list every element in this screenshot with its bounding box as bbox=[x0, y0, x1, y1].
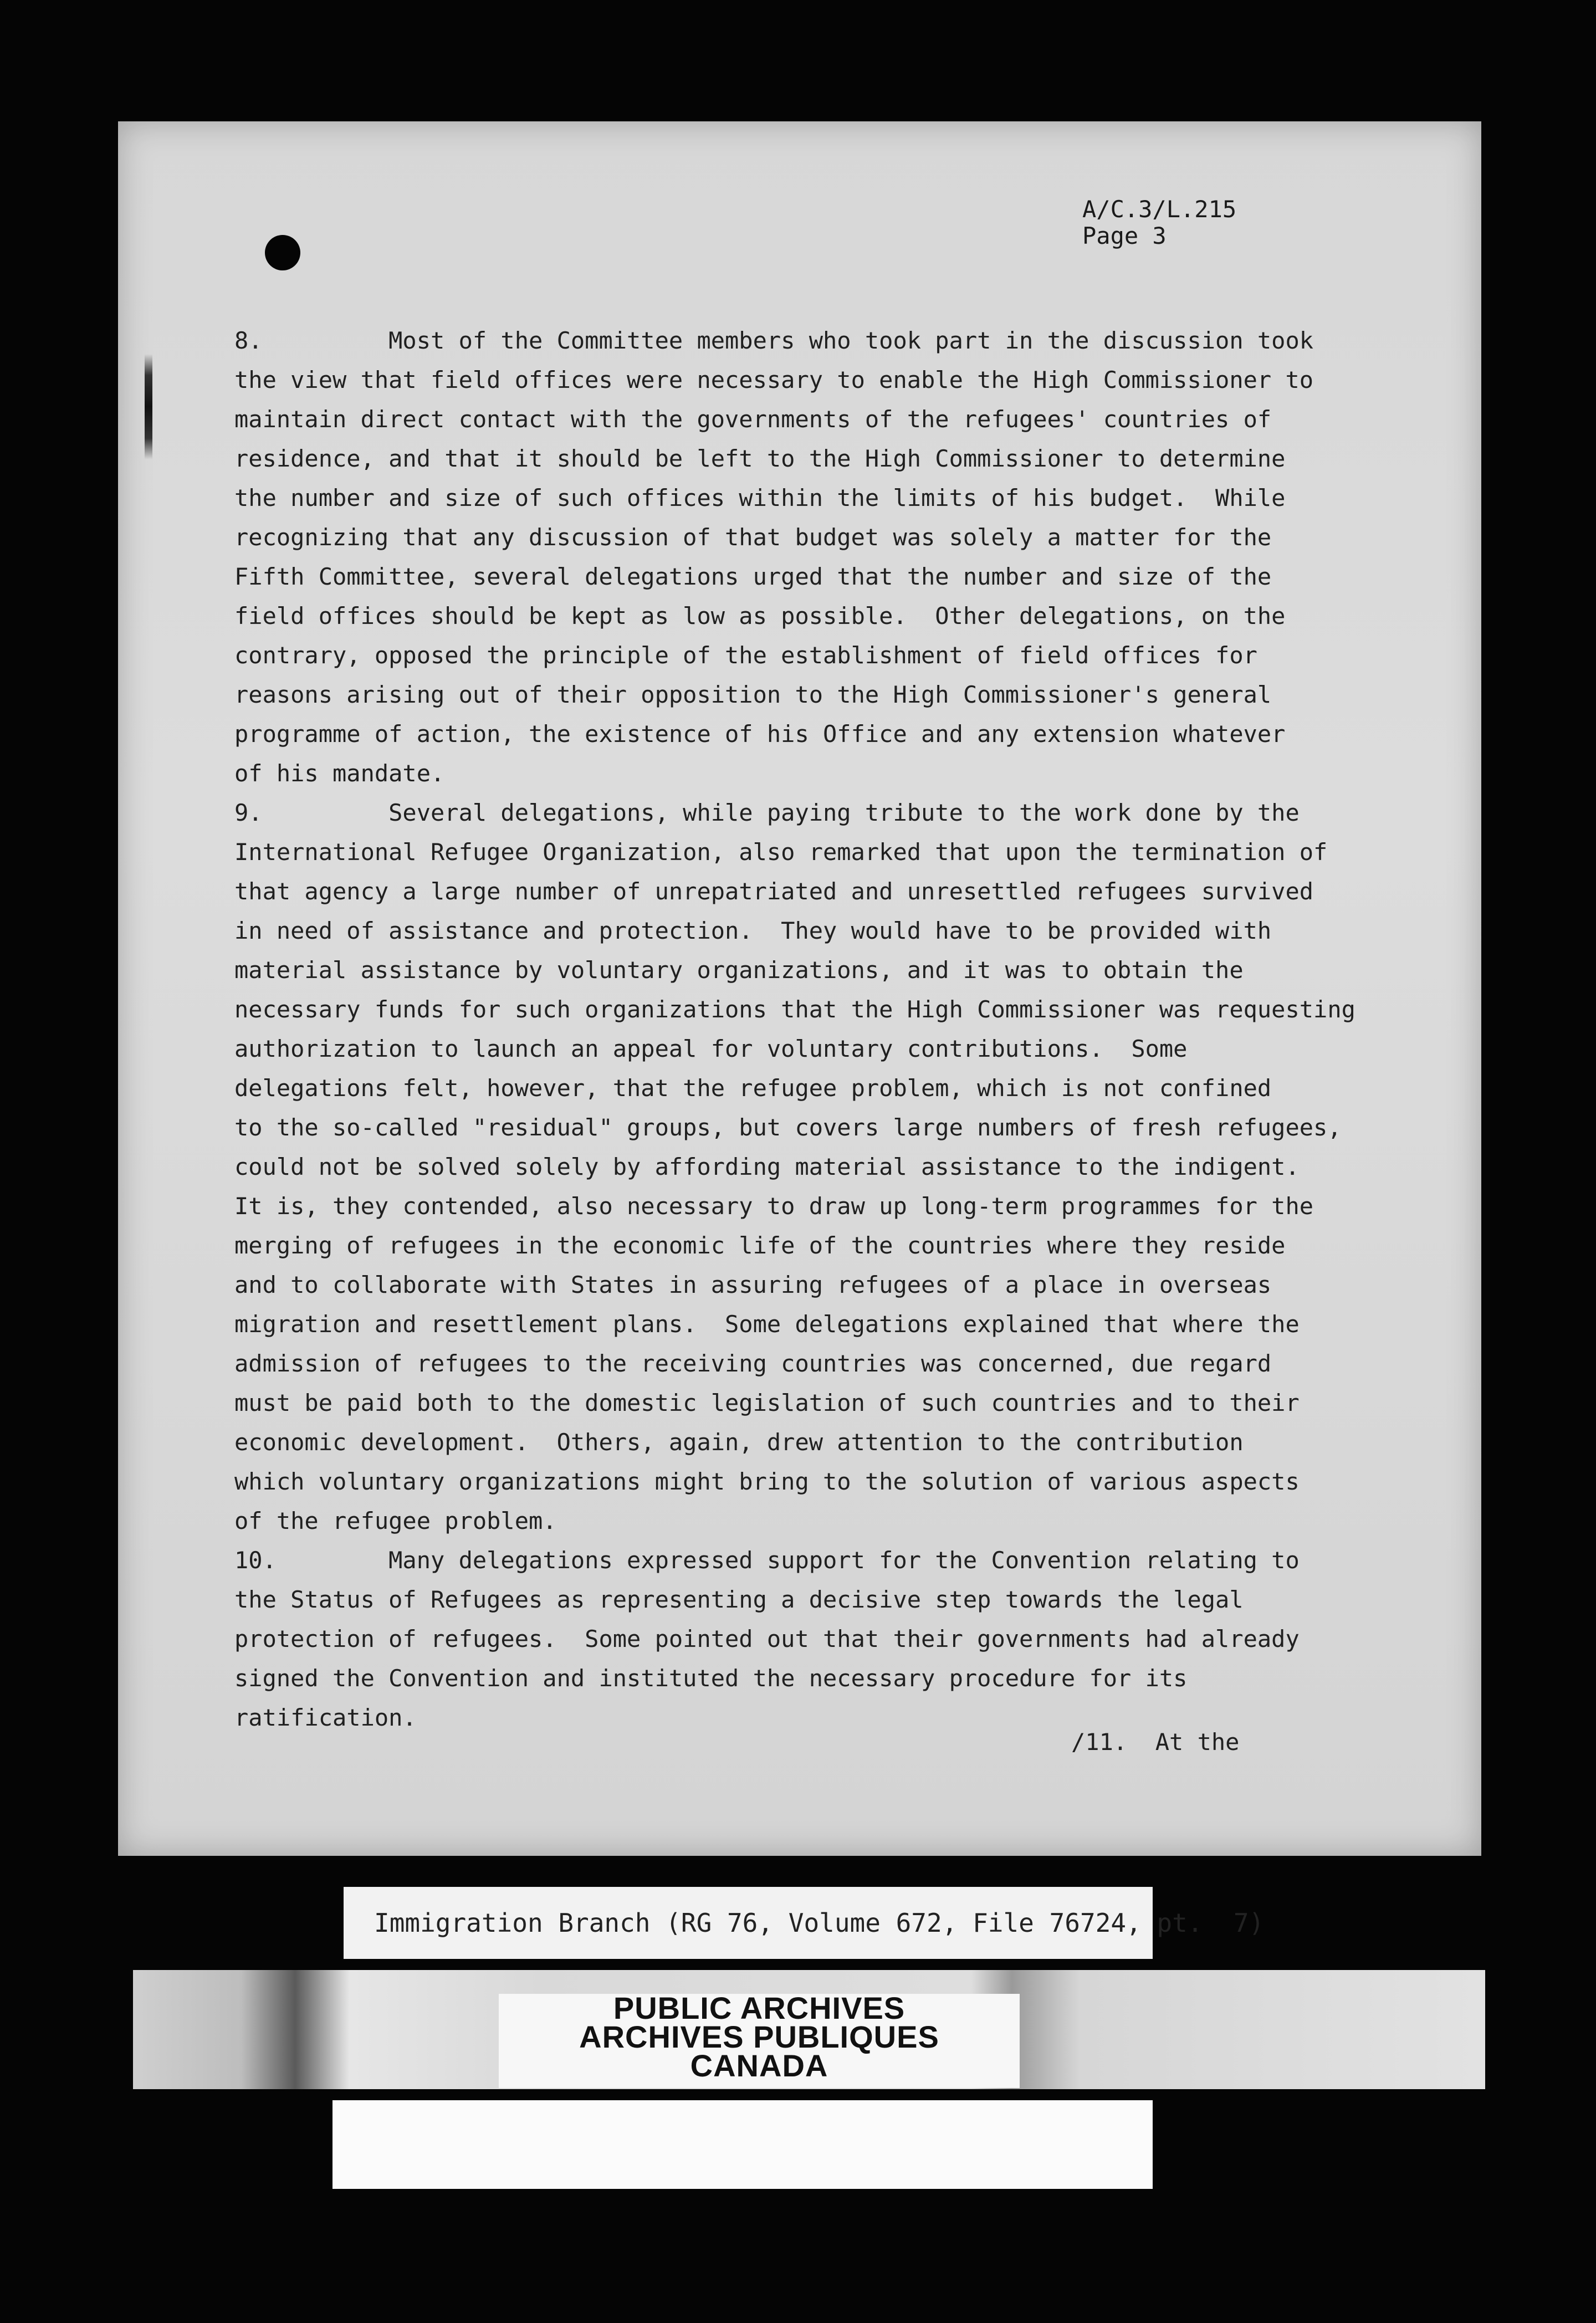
text-line: 8. Most of the Committee members who took part in the discussion took bbox=[234, 327, 1314, 354]
text-line: and to collaborate with States in assuring refugees of a place in overseas bbox=[234, 1271, 1272, 1298]
body-text bbox=[234, 321, 1454, 1737]
stamp-line-1: PUBLIC ARCHIVES bbox=[613, 1991, 906, 2025]
text-line: must be paid both to the domestic legislation of such countries and to their bbox=[234, 1389, 1300, 1416]
punch-hole bbox=[265, 235, 300, 270]
text-line: delegations felt, however, that the refugee problem, which is not confined bbox=[234, 1074, 1272, 1102]
text-line: 9. Several delegations, while paying tribute to the work done by the bbox=[234, 799, 1300, 826]
text-line: maintain direct contact with the governments of the refugees' countries of bbox=[234, 406, 1272, 433]
text-line: contrary, opposed the principle of the establishment of field offices for bbox=[234, 642, 1257, 669]
stamp-line-2: ARCHIVES PUBLIQUES bbox=[579, 2019, 939, 2054]
text-line: in need of assistance and protection. They would have to be provided with bbox=[234, 917, 1272, 944]
binding-mark bbox=[145, 354, 152, 459]
text-line: migration and resettlement plans. Some delegations explained that where the bbox=[234, 1311, 1300, 1338]
text-line: ratification. bbox=[234, 1704, 417, 1731]
text-line: the number and size of such offices within the limits of his budget. While bbox=[234, 484, 1286, 511]
reference-code: A/C.3/L.215 bbox=[1082, 196, 1237, 223]
text-line: that agency a large number of unrepatriated and unresettled refugees survived bbox=[234, 878, 1314, 905]
text-line: admission of refugees to the receiving countries was concerned, due regard bbox=[234, 1350, 1272, 1377]
text-line: protection of refugees. Some pointed out that their governments had already bbox=[234, 1625, 1300, 1652]
archives-stamp bbox=[499, 1991, 1020, 2088]
text-line: 10. Many delegations expressed support for the Convention relating to bbox=[234, 1547, 1300, 1574]
text-line: signed the Convention and instituted the necessary procedure for its bbox=[234, 1665, 1188, 1692]
text-line: reasons arising out of their opposition to the High Commissioner's general bbox=[234, 681, 1272, 708]
text-line: It is, they contended, also necessary to draw up long-term programmes for the bbox=[234, 1193, 1314, 1220]
text-line: the view that field offices were necessary to enable the High Commissioner to bbox=[234, 366, 1314, 393]
text-line: of his mandate. bbox=[234, 760, 445, 787]
text-line: the Status of Refugees as representing a decisive step towards the legal bbox=[234, 1586, 1244, 1613]
text-line: could not be solved solely by affording material assistance to the indigent. bbox=[234, 1153, 1300, 1180]
text-line: merging of refugees in the economic life of the countries where they reside bbox=[234, 1232, 1286, 1259]
text-line: necessary funds for such organizations that the High Commissioner was requesting bbox=[234, 996, 1355, 1023]
document-page bbox=[118, 121, 1481, 1856]
text-line: material assistance by voluntary organizations, and it was to obtain the bbox=[234, 956, 1244, 984]
text-line: of the refugee problem. bbox=[234, 1507, 557, 1534]
text-line: programme of action, the existence of his Office and any extension whatever bbox=[234, 720, 1286, 748]
archive-reference-text: Immigration Branch (RG 76, Volume 672, File 76724, pt. 7) bbox=[374, 1908, 1265, 1938]
text-line: field offices should be kept as low as possible. Other delegations, on the bbox=[234, 602, 1286, 630]
text-line: recognizing that any discussion of that budget was solely a matter for the bbox=[234, 524, 1272, 551]
archive-reference-label bbox=[344, 1887, 1265, 1959]
text-line: International Refugee Organization, also remarked that upon the termination of bbox=[234, 838, 1328, 866]
text-line: Fifth Committee, several delegations urged that the number and size of the bbox=[234, 563, 1272, 590]
text-line: residence, and that it should be left to the High Commissioner to determine bbox=[234, 445, 1286, 472]
text-line: authorization to launch an appeal for voluntary contributions. Some bbox=[234, 1035, 1188, 1062]
page-number: Page 3 bbox=[1082, 222, 1167, 249]
stamp-line-3: CANADA bbox=[690, 2048, 828, 2083]
continuation-marker: /11. At the bbox=[1071, 1728, 1240, 1756]
text-line: economic development. Others, again, drew attention to the contribution bbox=[234, 1429, 1244, 1456]
text-line: which voluntary organizations might bring to the solution of various aspects bbox=[234, 1468, 1300, 1495]
text-line: to the so-called "residual" groups, but covers large numbers of fresh refugees, bbox=[234, 1114, 1342, 1141]
document-reference bbox=[1082, 196, 1236, 249]
blank-card bbox=[332, 2100, 1153, 2189]
